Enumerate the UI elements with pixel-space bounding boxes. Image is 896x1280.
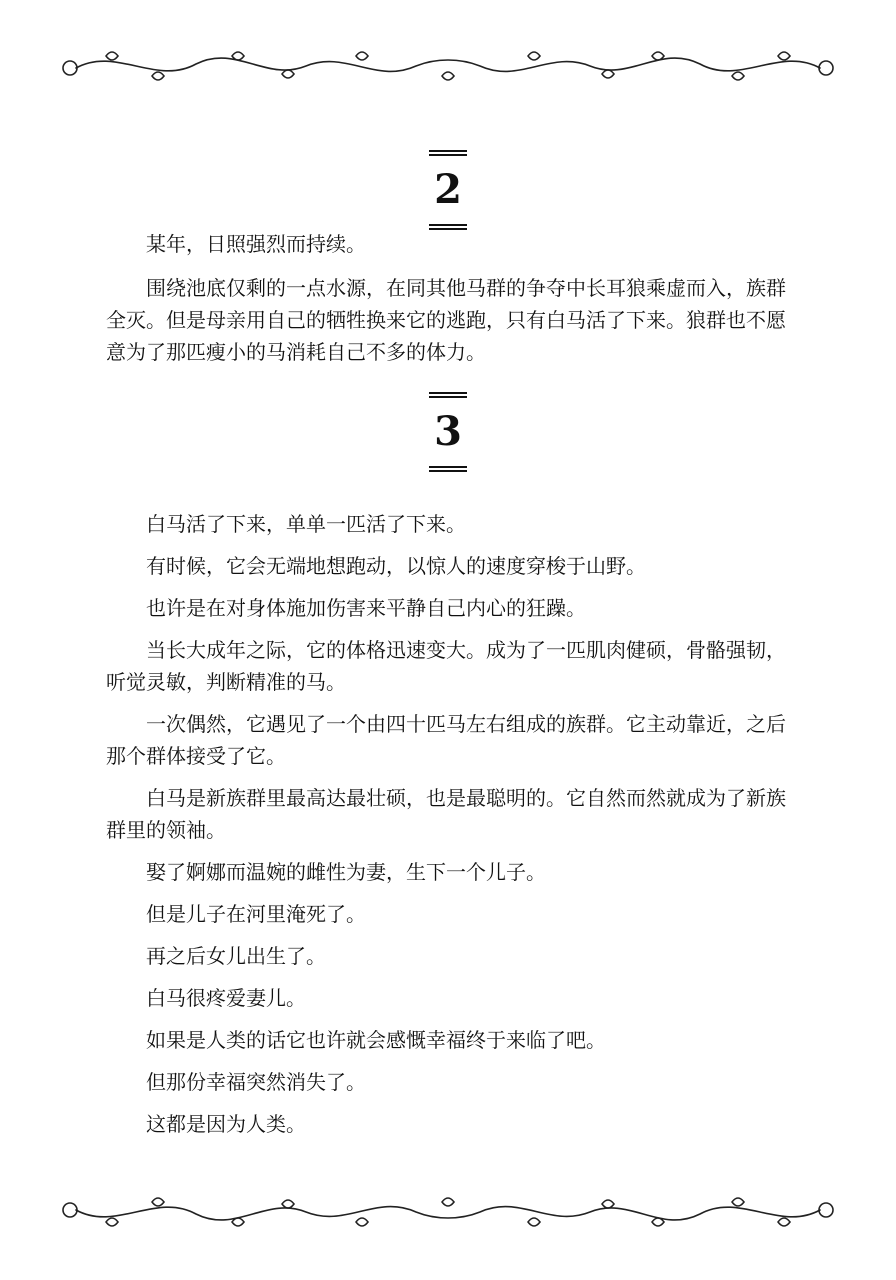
paragraph: 围绕池底仅剩的一点水源，在同其他马群的争夺中长耳狼乘虚而入，族群全灭。但是母亲用自己的牺牲换来它的逃跑，只有白马活了下来。狼群也不愿意为了那匹瘦小的马消耗自己不多的体力。	[106, 276, 786, 364]
paragraph: 但是儿子在河里淹死了。	[146, 902, 366, 926]
paragraph: 某年，日照强烈而持续。	[146, 232, 366, 256]
chapter-heading-2	[0, 150, 896, 230]
paragraph: 这都是因为人类。	[146, 1112, 306, 1136]
heading-rule-top	[429, 150, 467, 156]
bottom-ornament-border	[56, 1188, 840, 1236]
paragraph: 白马是新族群里最高达最壮硕，也是最聪明的。它自然而然就成为了新族群里的领袖。	[106, 786, 786, 842]
paragraph: 白马很疼爱妻儿。	[146, 986, 306, 1010]
paragraph: 也许是在对身体施加伤害来平静自己内心的狂躁。	[146, 596, 586, 620]
chapter-heading-3	[0, 392, 896, 472]
paragraph: 如果是人类的话它也许就会感慨幸福终于来临了吧。	[146, 1028, 606, 1052]
paragraph: 当长大成年之际，它的体格迅速变大。成为了一匹肌肉健硕，骨骼强韧，听觉灵敏，判断精准的马。	[106, 638, 786, 694]
top-ornament-border	[56, 42, 840, 90]
paragraph: 娶了婀娜而温婉的雌性为妻，生下一个儿子。	[146, 860, 546, 884]
heading-rule-top	[429, 392, 467, 398]
chapter-number: 2	[434, 166, 462, 213]
heading-rule-bottom	[429, 466, 467, 472]
paragraph: 再之后女儿出生了。	[146, 944, 326, 968]
paragraph: 但那份幸福突然消失了。	[146, 1070, 366, 1094]
paragraph: 白马活了下来，单单一匹活了下来。	[146, 512, 466, 536]
paragraph: 有时候，它会无端地想跑动，以惊人的速度穿梭于山野。	[146, 554, 646, 578]
chapter-number: 3	[434, 408, 462, 455]
paragraph: 一次偶然，它遇见了一个由四十匹马左右组成的族群。它主动靠近，之后那个群体接受了它。	[106, 712, 786, 768]
